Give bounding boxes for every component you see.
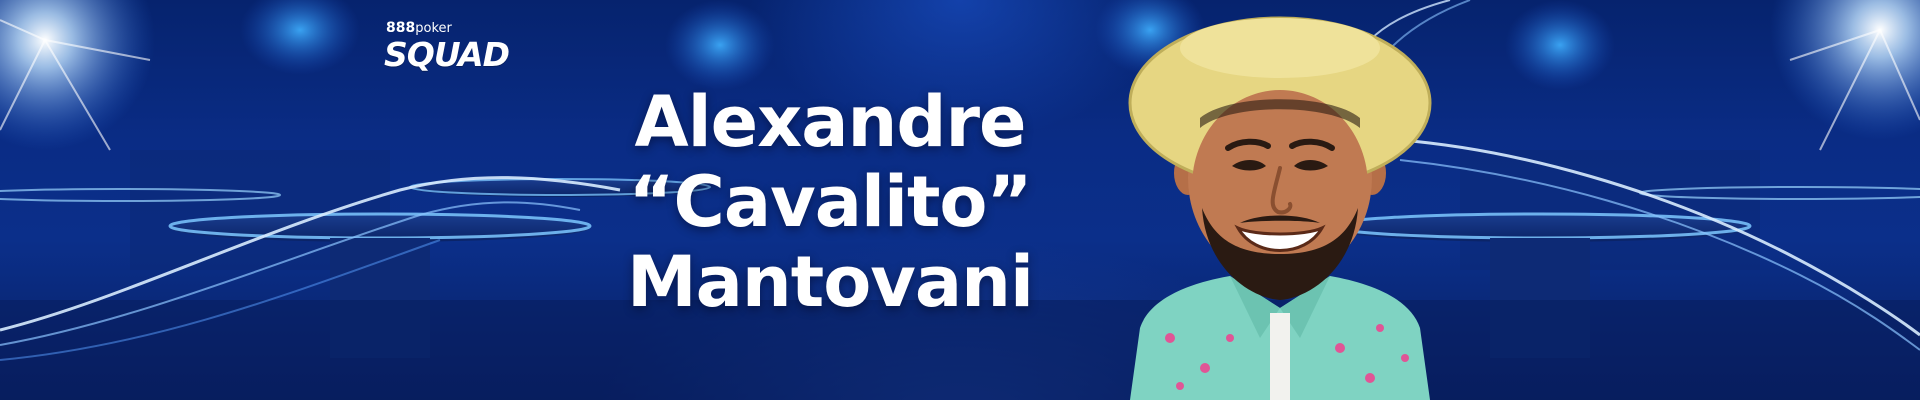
player-caricature	[1110, 8, 1450, 400]
player-nickname: “Cavalito”	[628, 161, 1032, 243]
squad-label: SQUAD	[384, 35, 510, 74]
player-last-name: Mantovani	[627, 241, 1033, 323]
undershirt	[1270, 313, 1290, 400]
ceiling-light	[240, 0, 360, 75]
spotlight-left	[0, 0, 155, 150]
hat-crown	[1180, 18, 1380, 78]
ceiling-light	[1505, 0, 1615, 90]
brand-number: 888	[386, 20, 416, 36]
888poker-squad-logo	[384, 20, 510, 76]
ceiling-light	[665, 0, 775, 90]
brand-word: poker	[415, 21, 452, 36]
player-first-name: Alexandre	[634, 81, 1026, 163]
player-name	[560, 82, 1100, 322]
